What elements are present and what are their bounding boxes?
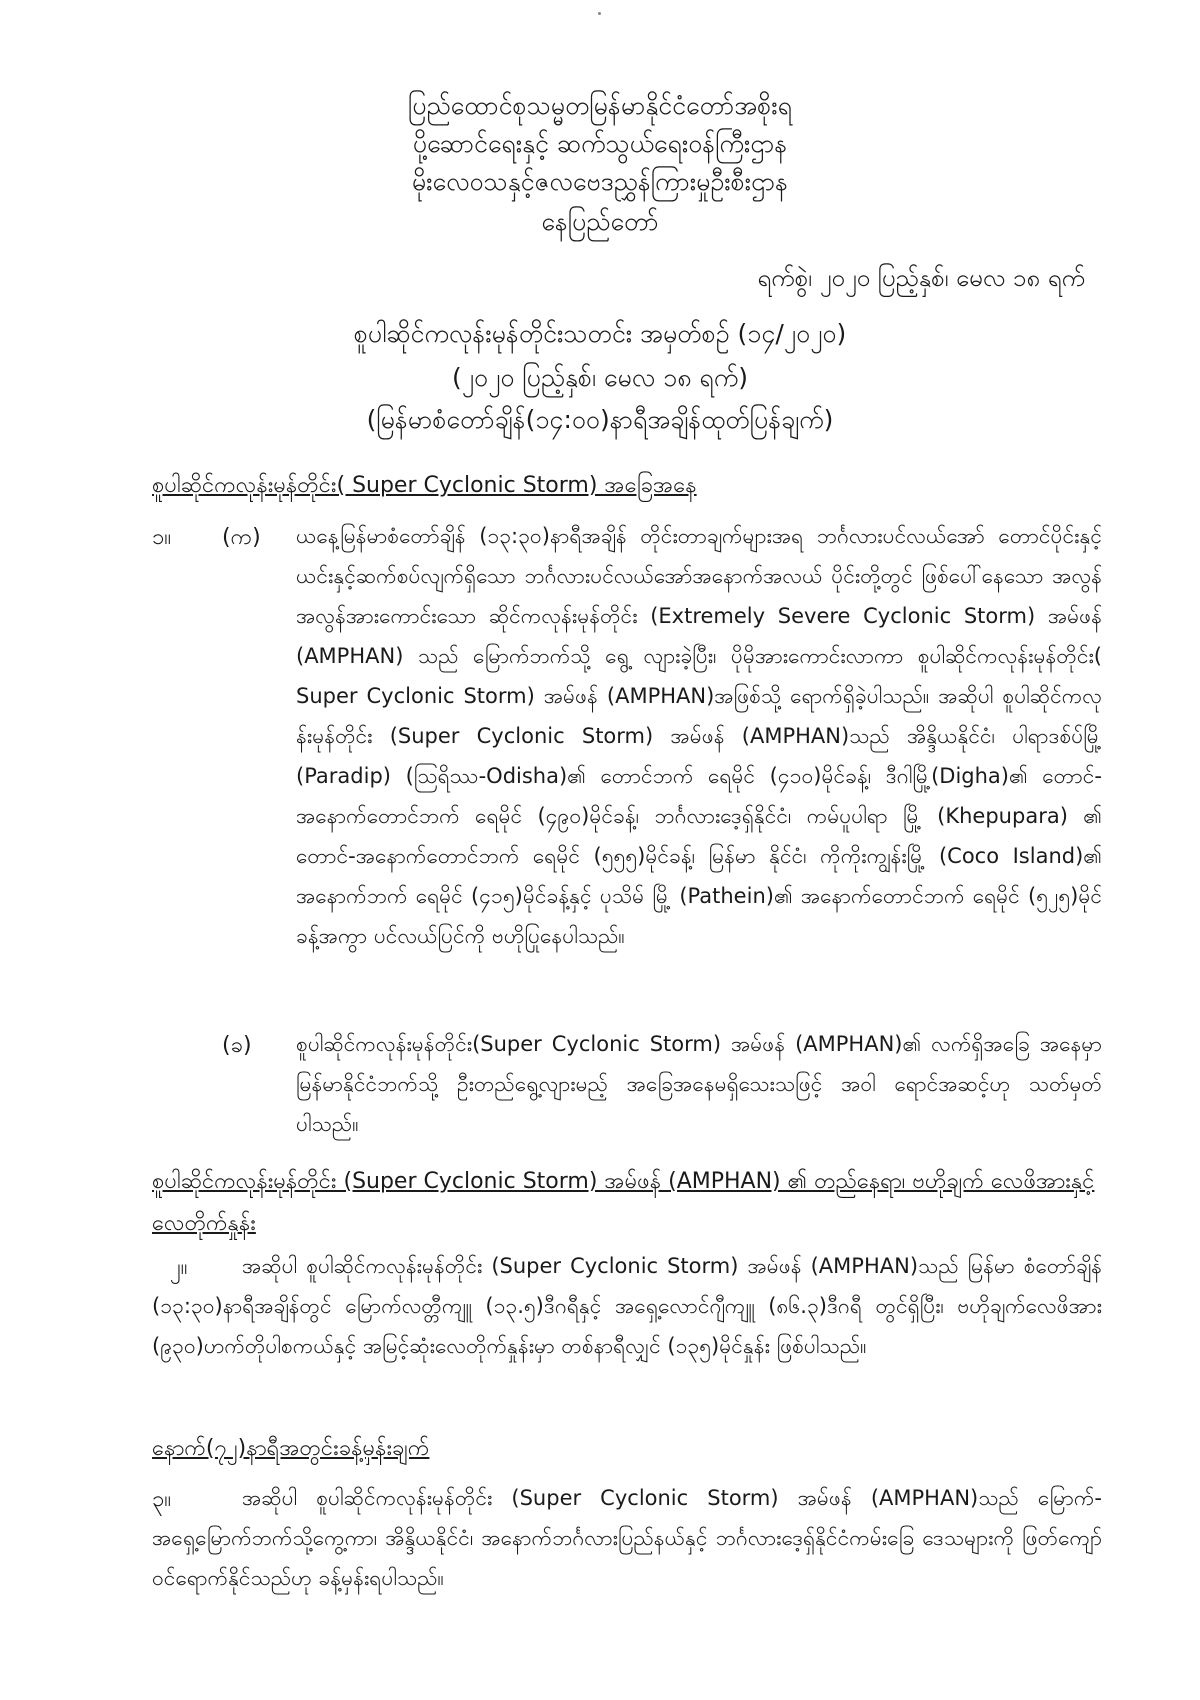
subparagraph-label-a: (က): [222, 525, 261, 550]
bulletin-date: (၂၀၂၀ ပြည့်နှစ်၊ မေလ ၁၈ ရက်): [452, 363, 748, 392]
paragraph-1b: စူပါဆိုင်ကလုန်းမုန်တိုင်း(Super Cyclonic Storm) အမ်ဖန် (AMPHAN)၏ လက်ရှိအခြေ အနေမှာ မြန်မာနိုင်ငံဘက်သို့ ဦးတည်ရွေ့လျားမည့် အခြေအနေမရှိသေးသဖြင့် အဝါ ရောင်အဆင့်ဟု သတ်မှတ်ပါသည်။: [296, 1032, 1102, 1136]
paragraph-1a: ယနေ့မြန်မာစံတော်ချိန် (၁၃:၃၀)နာရီအချိန် တိုင်းတာချက်များအရ ဘင်္ဂလားပင်လယ်အော် တောင်ပိုင်းနှင့် ယင်းနှင့်ဆက်စပ်လျက်ရှိသော ဘင်္ဂလားပင်လယ်အော်အနောက်အလယ် ပိုင်းတို့တွင် ဖြစ်ပေါ်နေသော အလွန်အလွန်အားကောင်းသော ဆိုင်ကလုန်းမုန်တိုင်း (Extremely Severe Cyclonic Storm) အမ်ဖန် (AMPHAN) သည် မြောက်ဘက်သို့ ရွေ့ လျားခဲ့ပြီး၊ ပိုမိုအားကောင်းလာကာ စူပါဆိုင်ကလုန်းမုန်တိုင်း( Super Cyclonic Storm) အမ်ဖန် (AMPHAN)အဖြစ်သို့ ရောက်ရှိခဲ့ပါသည်။ အဆိုပါ စူပါဆိုင်ကလုန်းမုန်တိုင်း (Super Cyclonic Storm) အမ်ဖန် (AMPHAN)သည် အိန္ဒိယနိုင်ငံ၊ ပါရာဒစ်ပ်မြို့ (Paradip) (ဩရိဿ-Odisha)၏ တောင်ဘက် ရေမိုင် (၄၁၀)မိုင်ခန့်၊ ဒီဂါမြို့(Digha)၏ တောင်-အနောက်တောင်ဘက် ရေမိုင် (၄၉၀)မိုင်ခန့်၊ ဘင်္ဂလားဒေ့ရှ်နိုင်ငံ၊ ကမ်ပူပါရာ မြို့ (Khepupara) ၏ တောင်-အနောက်တောင်ဘက် ရေမိုင် (၅၅၅)မိုင်ခန့်၊ မြန်မာ နိုင်ငံ၊ ကိုကိုးကျွန်းမြို့ (Coco Island)၏ အနောက်ဘက် ရေမိုင် (၄၁၅)မိုင်ခန့်နှင့် ပုသိမ် မြို့ (Pathein)၏ အနောက်တောင်ဘက် ရေမိုင် (၅၂၅)မိုင်ခန့်အကွာ ပင်လယ်ပြင်ကို ဗဟိုပြုနေပါသည်။: [296, 524, 1102, 948]
paragraph-number-3: ၃။: [152, 1487, 172, 1512]
bulletin-time: (မြန်မာစံတော်ချိန်(၁၄:၀၀)နာရီအချိန်ထုတ်ပြန်ချက်): [366, 405, 834, 434]
paragraph-number-2: ၂။: [170, 1255, 188, 1280]
bulletin-title: စူပါဆိုင်ကလုန်းမုန်တိုင်းသတင်း အမှတ်စဉ် (၁၄/၂၀၂၀): [353, 319, 847, 348]
section-heading-position: စူပါဆိုင်ကလုန်းမုန်တိုင်း (Super Cyclonic Storm) အမ်ဖန် (AMPHAN) ၏ တည်နေရာ၊ ဗဟိုချက် လေဖိအားနှင့် လေတိုက်နှုန်း: [152, 1169, 1095, 1236]
header-ministry: ပို့ဆောင်ရေးနှင့် ဆက်သွယ်ရေးဝန်ကြီးဌာန: [412, 129, 788, 158]
issue-date: ရက်စွဲ၊ ၂၀၂၀ ပြည့်နှစ်၊ မေလ ၁၈ ရက်: [757, 264, 1085, 292]
header-city: နေပြည်တော်: [541, 207, 659, 236]
scan-mark: [598, 12, 601, 15]
section-heading-forecast: နောက်(၇၂)နာရီအတွင်းခန့်မှန်းချက်: [152, 1436, 430, 1461]
paragraph-2: အဆိုပါ စူပါဆိုင်ကလုန်းမုန်တိုင်း (Super Cyclonic Storm) အမ်ဖန် (AMPHAN)သည် မြန်မာ စံတော်ချိန် (၁၃:၃၀)နာရီအချိန်တွင် မြောက်လတ္တီကျူ (၁၃.၅)ဒီဂရီနှင့် အရှေ့လောင်ဂျီကျူ (၈၆.၃)ဒီဂရီ တွင်ရှိပြီး၊ ဗဟိုချက်လေဖိအား (၉၃၀)ဟက်တိုပါစကယ်နှင့် အမြင့်ဆုံးလေတိုက်နှုန်းမှာ တစ်နာရီလျှင် (၁၃၅)မိုင်နှုန်း ဖြစ်ပါသည်။: [152, 1254, 1102, 1358]
header-government: ပြည်ထောင်စုသမ္မတမြန်မာနိုင်ငံတော်အစိုးရ: [408, 91, 792, 120]
subparagraph-label-b: (ခ): [222, 1033, 252, 1058]
section-heading-status: စူပါဆိုင်ကလုန်းမုန်တိုင်း( Super Cyclonic Storm) အခြေအနေ: [152, 473, 697, 498]
header-department: မိုးလေဝသနှင့်ဇလဗေဒညွှန်ကြားမှုဦးစီးဌာန: [411, 167, 789, 196]
paragraph-3: အဆိုပါ စူပါဆိုင်ကလုန်းမုန်တိုင်း (Super Cyclonic Storm) အမ်ဖန် (AMPHAN)သည် မြောက်- အရှေ့မြောက်ဘက်သို့ကွေ့ကာ၊ အိန္ဒိယနိုင်ငံ၊ အနောက်ဘင်္ဂလားပြည်နယ်နှင့် ဘင်္ဂလားဒေ့ရှ်နိုင်ငံကမ်းခြေ ဒေသများကို ဖြတ်ကျော်ဝင်ရောက်နိုင်သည်ဟု ခန့်မှန်းရပါသည်။: [152, 1486, 1102, 1590]
paragraph-number-1: ၁။: [152, 525, 172, 550]
